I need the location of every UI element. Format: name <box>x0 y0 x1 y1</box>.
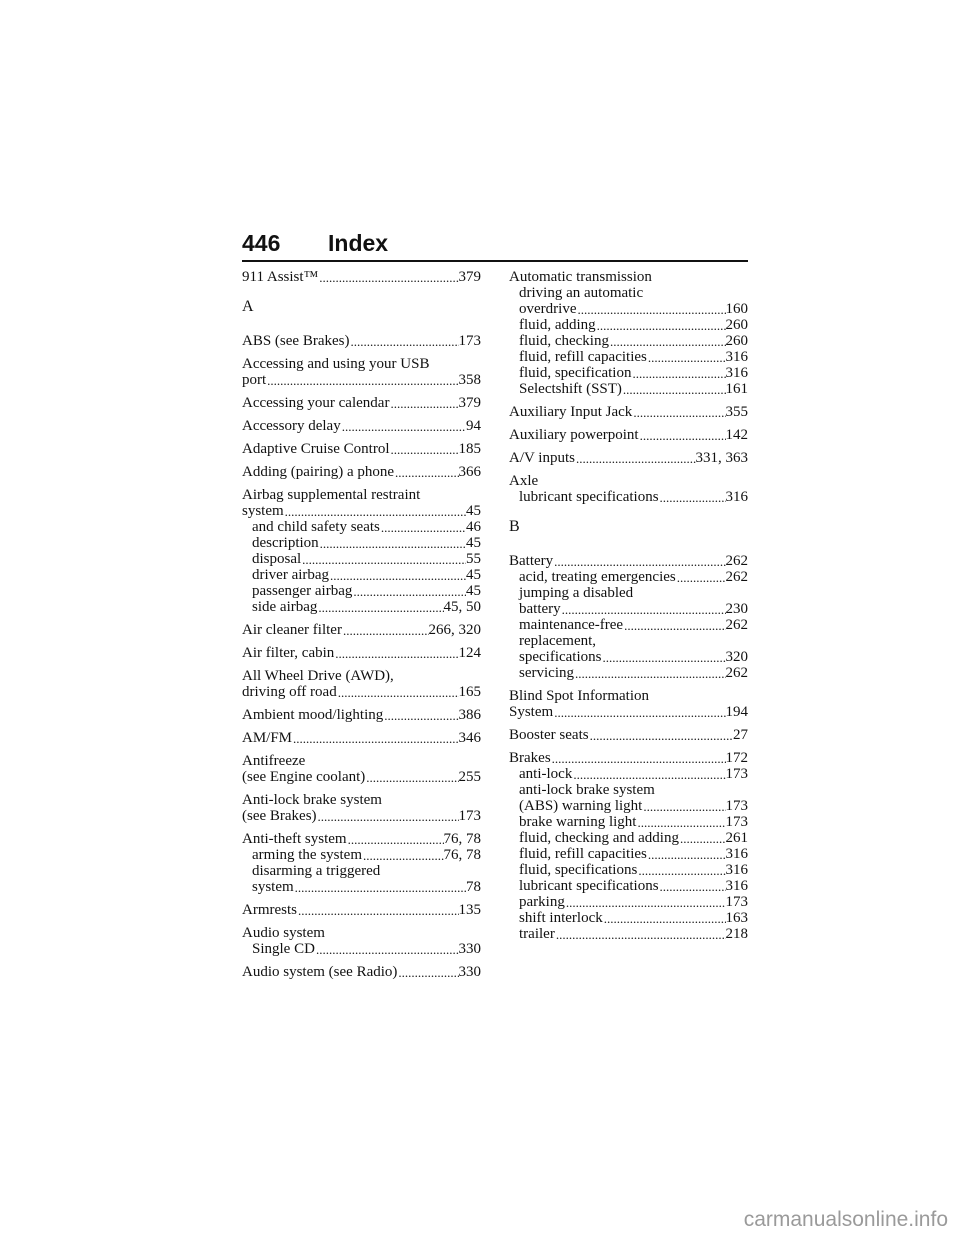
page-reference: 316 <box>725 878 748 894</box>
index-entry <box>509 750 748 942</box>
index-term-line <box>509 727 748 743</box>
page-reference: 45 <box>466 503 481 519</box>
dot-leader <box>637 864 725 878</box>
index-entry <box>242 831 481 895</box>
index-term-line <box>242 684 481 700</box>
entry-text: and child safety seats <box>252 519 380 535</box>
entry-text: replacement, <box>519 633 597 649</box>
index-subentry <box>242 567 481 583</box>
dot-leader <box>555 928 726 942</box>
dot-leader <box>329 569 466 583</box>
dot-leader <box>631 367 725 381</box>
dot-leader <box>601 651 725 665</box>
entry-text: description <box>252 535 319 551</box>
index-subentry <box>509 617 748 633</box>
index-term-line <box>242 333 481 349</box>
entry-text: fluid, refill capacities <box>519 349 647 365</box>
dot-leader <box>383 709 458 723</box>
index-subentry <box>509 301 748 317</box>
entry-text: acid, treating emergencies <box>519 569 676 585</box>
entry-text: Selectshift (SST) <box>519 381 622 397</box>
entry-text: (ABS) warning light <box>519 798 643 814</box>
entry-text: driving off road <box>242 684 337 700</box>
dot-leader <box>636 816 725 830</box>
dot-leader <box>632 406 725 420</box>
index-column-right <box>509 269 748 949</box>
index-subentry <box>242 847 481 863</box>
entry-text: Adding (pairing) a phone <box>242 464 395 480</box>
entry-text: fluid, refill capacities <box>519 846 647 862</box>
page-reference: 386 <box>458 707 481 723</box>
index-entry <box>242 418 481 434</box>
page-reference: 194 <box>725 704 748 720</box>
index-subentry <box>509 585 748 601</box>
entry-text: system <box>252 879 294 895</box>
dot-leader <box>576 303 725 317</box>
page-reference: 330 <box>458 964 481 980</box>
index-term-line <box>509 704 748 720</box>
index-subentry <box>509 878 748 894</box>
section-letter: A <box>242 298 254 315</box>
entry-text: fluid, specification <box>519 365 632 381</box>
page-reference: 230 <box>725 601 748 617</box>
dot-leader <box>639 429 726 443</box>
entry-text: Automatic transmission <box>509 269 652 285</box>
index-subentry <box>242 583 481 599</box>
entry-text: Antifreeze <box>242 753 306 769</box>
page-reference: 45 <box>466 583 481 599</box>
dot-leader <box>659 880 726 894</box>
dot-leader <box>623 619 725 633</box>
entry-text: arming the system <box>252 847 362 863</box>
index-entry <box>509 450 748 466</box>
dot-leader <box>334 647 458 661</box>
entry-text: Armrests <box>242 902 297 918</box>
page-header <box>242 226 748 260</box>
entry-text: Single CD <box>252 941 315 957</box>
entry-text: shift interlock <box>519 910 603 926</box>
index-term-line <box>242 269 481 285</box>
index-entry <box>509 553 748 681</box>
dot-leader <box>397 966 458 980</box>
dot-leader <box>596 319 726 333</box>
page-reference: 266, 320 <box>428 622 481 638</box>
dot-leader <box>642 800 725 814</box>
index-entry <box>242 753 481 785</box>
index-term-line <box>242 753 481 769</box>
index-subentry <box>509 569 748 585</box>
index-term-line <box>509 688 748 704</box>
index-term-line <box>242 487 481 503</box>
entry-text: fluid, checking and adding <box>519 830 679 846</box>
page-reference: 161 <box>725 381 748 397</box>
page-reference: 94 <box>466 418 481 434</box>
entry-text: Booster seats <box>509 727 589 743</box>
header-rule <box>242 260 748 262</box>
page-reference: 320 <box>725 649 748 665</box>
index-column-left <box>242 269 481 987</box>
page-reference: 76, 78 <box>443 831 481 847</box>
entry-text: Blind Spot Information <box>509 688 649 704</box>
index-entry <box>509 404 748 420</box>
index-subentry <box>509 285 748 301</box>
page-reference: 78 <box>466 879 481 895</box>
page-reference: 45 <box>466 567 481 583</box>
page-reference: 366 <box>458 464 481 480</box>
dot-leader <box>352 585 466 599</box>
page-reference: 330 <box>458 941 481 957</box>
entry-text: Audio system (see Radio) <box>242 964 398 980</box>
page-reference: 316 <box>725 365 748 381</box>
page-reference: 260 <box>725 333 748 349</box>
dot-leader <box>389 443 458 457</box>
entry-text: disposal <box>252 551 302 567</box>
entry-text: (see Engine coolant) <box>242 769 366 785</box>
index-subentry <box>242 535 481 551</box>
page-reference: 379 <box>458 395 481 411</box>
index-subentry <box>242 599 481 615</box>
entry-text: anti-lock <box>519 766 573 782</box>
dot-leader <box>561 603 726 617</box>
index-term-line <box>242 418 481 434</box>
entry-text: Anti-theft system <box>242 831 347 847</box>
index-entry <box>242 902 481 918</box>
dot-leader <box>317 601 443 615</box>
index-entry <box>509 269 748 397</box>
dot-leader <box>622 383 726 397</box>
index-subentry <box>509 365 748 381</box>
dot-leader <box>266 374 458 388</box>
index-subentry <box>242 879 481 895</box>
page-reference: 379 <box>458 269 481 285</box>
dot-leader <box>318 271 458 285</box>
entry-text: passenger airbag <box>252 583 353 599</box>
index-term-line <box>242 902 481 918</box>
index-entry <box>509 427 748 443</box>
page-reference: 218 <box>725 926 748 942</box>
index-term-line <box>242 730 481 746</box>
index-term-line <box>509 553 748 569</box>
watermark: carmanualsonline.info <box>743 1208 948 1231</box>
entry-text: Auxiliary Input Jack <box>509 404 633 420</box>
dot-leader <box>342 624 429 638</box>
entry-text: overdrive <box>519 301 577 317</box>
page-reference: 173 <box>725 766 748 782</box>
dot-leader <box>380 521 466 535</box>
page-reference: 173 <box>725 814 748 830</box>
page-reference: 27 <box>733 727 748 743</box>
entry-text: servicing <box>519 665 574 681</box>
index-entry <box>509 473 748 505</box>
page-reference: 142 <box>725 427 748 443</box>
index-term-line <box>242 645 481 661</box>
entry-text: Ambient mood/lighting <box>242 707 384 723</box>
entry-text: Air filter, cabin <box>242 645 335 661</box>
index-entry <box>242 395 481 411</box>
entry-text: battery <box>519 601 561 617</box>
page-number: 446 <box>242 230 281 256</box>
dot-leader <box>315 943 459 957</box>
dot-leader <box>575 452 696 466</box>
page-reference: 358 <box>458 372 481 388</box>
index-term-line <box>509 450 748 466</box>
index-term-line <box>242 464 481 480</box>
index-entry <box>242 464 481 480</box>
dot-leader <box>609 335 726 349</box>
index-subentry <box>242 941 481 957</box>
index-entry <box>242 487 481 615</box>
entry-text: 911 Assist™ <box>242 269 319 285</box>
index-term-line <box>242 441 481 457</box>
entry-text: All Wheel Drive (AWD), <box>242 668 394 684</box>
page-reference: 185 <box>458 441 481 457</box>
page-reference: 316 <box>725 846 748 862</box>
entry-text: specifications <box>519 649 602 665</box>
index-entry <box>242 441 481 457</box>
index-term-line <box>242 622 481 638</box>
page-reference: 316 <box>725 349 748 365</box>
index-term-line <box>509 750 748 766</box>
dot-leader <box>551 752 726 766</box>
entry-text: brake warning light <box>519 814 637 830</box>
entry-text: jumping a disabled <box>519 585 634 601</box>
entry-text: anti-lock brake system <box>519 782 655 798</box>
index-entry <box>242 622 481 638</box>
dot-leader <box>553 706 725 720</box>
page-reference: 160 <box>725 301 748 317</box>
dot-leader <box>284 505 466 519</box>
entry-text: Accessing your calendar <box>242 395 390 411</box>
index-term-line <box>242 668 481 684</box>
index-subentry <box>509 814 748 830</box>
dot-leader <box>647 848 726 862</box>
index-subentry <box>509 489 748 505</box>
page-reference: 76, 78 <box>443 847 481 863</box>
index-term-line <box>242 925 481 941</box>
index-term-line <box>242 707 481 723</box>
page-reference: 316 <box>725 489 748 505</box>
index-subentry <box>509 601 748 617</box>
index-term-line <box>242 792 481 808</box>
index-term-line <box>509 473 748 489</box>
entry-text: Accessing and using your USB <box>242 356 430 372</box>
dot-leader <box>347 833 444 847</box>
dot-leader <box>301 553 466 567</box>
index-term-line <box>242 372 481 388</box>
dot-leader <box>294 881 466 895</box>
index-term-line <box>242 808 481 824</box>
entry-text: Auxiliary powerpoint <box>509 427 639 443</box>
entry-text: System <box>509 704 554 720</box>
page-reference: 262 <box>725 553 748 569</box>
page-reference: 55 <box>466 551 481 567</box>
page-reference: 45, 50 <box>443 599 481 615</box>
entry-text: maintenance-free <box>519 617 624 633</box>
dot-leader <box>553 555 725 569</box>
index-subentry <box>509 665 748 681</box>
index-term-line <box>242 395 481 411</box>
dot-leader <box>292 732 458 746</box>
index-entry <box>242 730 481 746</box>
index-subentry <box>509 846 748 862</box>
entry-text: driving an automatic <box>519 285 644 301</box>
index-entry <box>242 668 481 700</box>
index-subentry <box>509 381 748 397</box>
index-subentry <box>509 798 748 814</box>
entry-text: fluid, adding <box>519 317 596 333</box>
page-reference: 262 <box>725 617 748 633</box>
page-reference: 331, 363 <box>695 450 748 466</box>
index-entry <box>242 333 481 349</box>
dot-leader <box>341 420 466 434</box>
index-entry <box>509 688 748 720</box>
index-entry <box>242 925 481 957</box>
index-subentry <box>509 333 748 349</box>
index-term-line <box>242 964 481 980</box>
entry-text: A/V inputs <box>509 450 575 466</box>
page-reference: 316 <box>725 862 748 878</box>
index-subentry <box>509 633 748 649</box>
entry-text: fluid, checking <box>519 333 609 349</box>
index-entry <box>242 269 481 285</box>
page-reference: 173 <box>725 798 748 814</box>
entry-text: Axle <box>509 473 539 489</box>
entry-text: Audio system <box>242 925 325 941</box>
entry-text: Anti-lock brake system <box>242 792 382 808</box>
page-reference: 135 <box>458 902 481 918</box>
entry-text: system <box>242 503 284 519</box>
entry-text: parking <box>519 894 565 910</box>
dot-leader <box>349 335 458 349</box>
page-reference: 46 <box>466 519 481 535</box>
entry-text: lubricant specifications <box>519 489 659 505</box>
entry-text: side airbag <box>252 599 318 615</box>
page-reference: 260 <box>725 317 748 333</box>
entry-text: (see Brakes) <box>242 808 317 824</box>
index-term-line <box>242 831 481 847</box>
entry-text: Airbag supplemental restraint <box>242 487 421 503</box>
entry-text: lubricant specifications <box>519 878 659 894</box>
entry-text: Adaptive Cruise Control <box>242 441 390 457</box>
index-entry <box>242 792 481 824</box>
index-subentry <box>509 782 748 798</box>
page-reference: 172 <box>725 750 748 766</box>
index-term-line <box>509 269 748 285</box>
page-reference: 255 <box>458 769 481 785</box>
index-entry <box>242 356 481 388</box>
entry-text: Air cleaner filter <box>242 622 342 638</box>
index-entry <box>242 645 481 661</box>
index-entry <box>509 727 748 743</box>
entry-text: fluid, specifications <box>519 862 638 878</box>
dot-leader <box>574 667 726 681</box>
index-term-line <box>509 404 748 420</box>
index-subentry <box>242 863 481 879</box>
dot-leader <box>565 896 726 910</box>
dot-leader <box>362 849 444 863</box>
dot-leader <box>394 466 458 480</box>
entry-text: ABS (see Brakes) <box>242 333 350 349</box>
page-reference: 173 <box>725 894 748 910</box>
dot-leader <box>679 832 726 846</box>
index-term-line <box>509 427 748 443</box>
index-term-line <box>242 356 481 372</box>
page-reference: 173 <box>458 333 481 349</box>
dot-leader <box>297 904 459 918</box>
dot-leader <box>589 729 733 743</box>
index-subentry <box>509 649 748 665</box>
index-term-line <box>242 503 481 519</box>
page-reference: 262 <box>725 569 748 585</box>
entry-text: Battery <box>509 553 554 569</box>
page-reference: 262 <box>725 665 748 681</box>
entry-text: disarming a triggered <box>252 863 381 879</box>
entry-text: AM/FM <box>242 730 293 746</box>
index-subentry <box>509 862 748 878</box>
dot-leader <box>572 768 725 782</box>
dot-leader <box>317 810 459 824</box>
dot-leader <box>389 397 458 411</box>
entry-text: Accessory delay <box>242 418 341 434</box>
entry-text: Brakes <box>509 750 551 766</box>
dot-leader <box>647 351 726 365</box>
index-subentry <box>242 551 481 567</box>
dot-leader <box>365 771 458 785</box>
page-reference: 163 <box>725 910 748 926</box>
index-subentry <box>509 926 748 942</box>
index-subentry <box>509 766 748 782</box>
entry-text: port <box>242 372 267 388</box>
entry-text: trailer <box>519 926 555 942</box>
index-subentry <box>509 317 748 333</box>
page-reference: 355 <box>725 404 748 420</box>
dot-leader <box>659 491 726 505</box>
page-reference: 261 <box>725 830 748 846</box>
index-subentry <box>242 519 481 535</box>
page-title: Index <box>328 230 389 256</box>
index-subentry <box>509 910 748 926</box>
index-subentry <box>509 349 748 365</box>
index-subentry <box>509 894 748 910</box>
index-term-line <box>242 769 481 785</box>
index-subentry <box>509 830 748 846</box>
dot-leader <box>676 571 726 585</box>
section-letter: B <box>509 518 520 535</box>
page-reference: 45 <box>466 535 481 551</box>
entry-text: driver airbag <box>252 567 330 583</box>
dot-leader <box>337 686 459 700</box>
page-reference: 124 <box>458 645 481 661</box>
dot-leader <box>603 912 726 926</box>
index-entry <box>242 707 481 723</box>
dot-leader <box>319 537 466 551</box>
page-reference: 165 <box>458 684 481 700</box>
page-reference: 173 <box>458 808 481 824</box>
page-reference: 346 <box>458 730 481 746</box>
index-entry <box>242 964 481 980</box>
